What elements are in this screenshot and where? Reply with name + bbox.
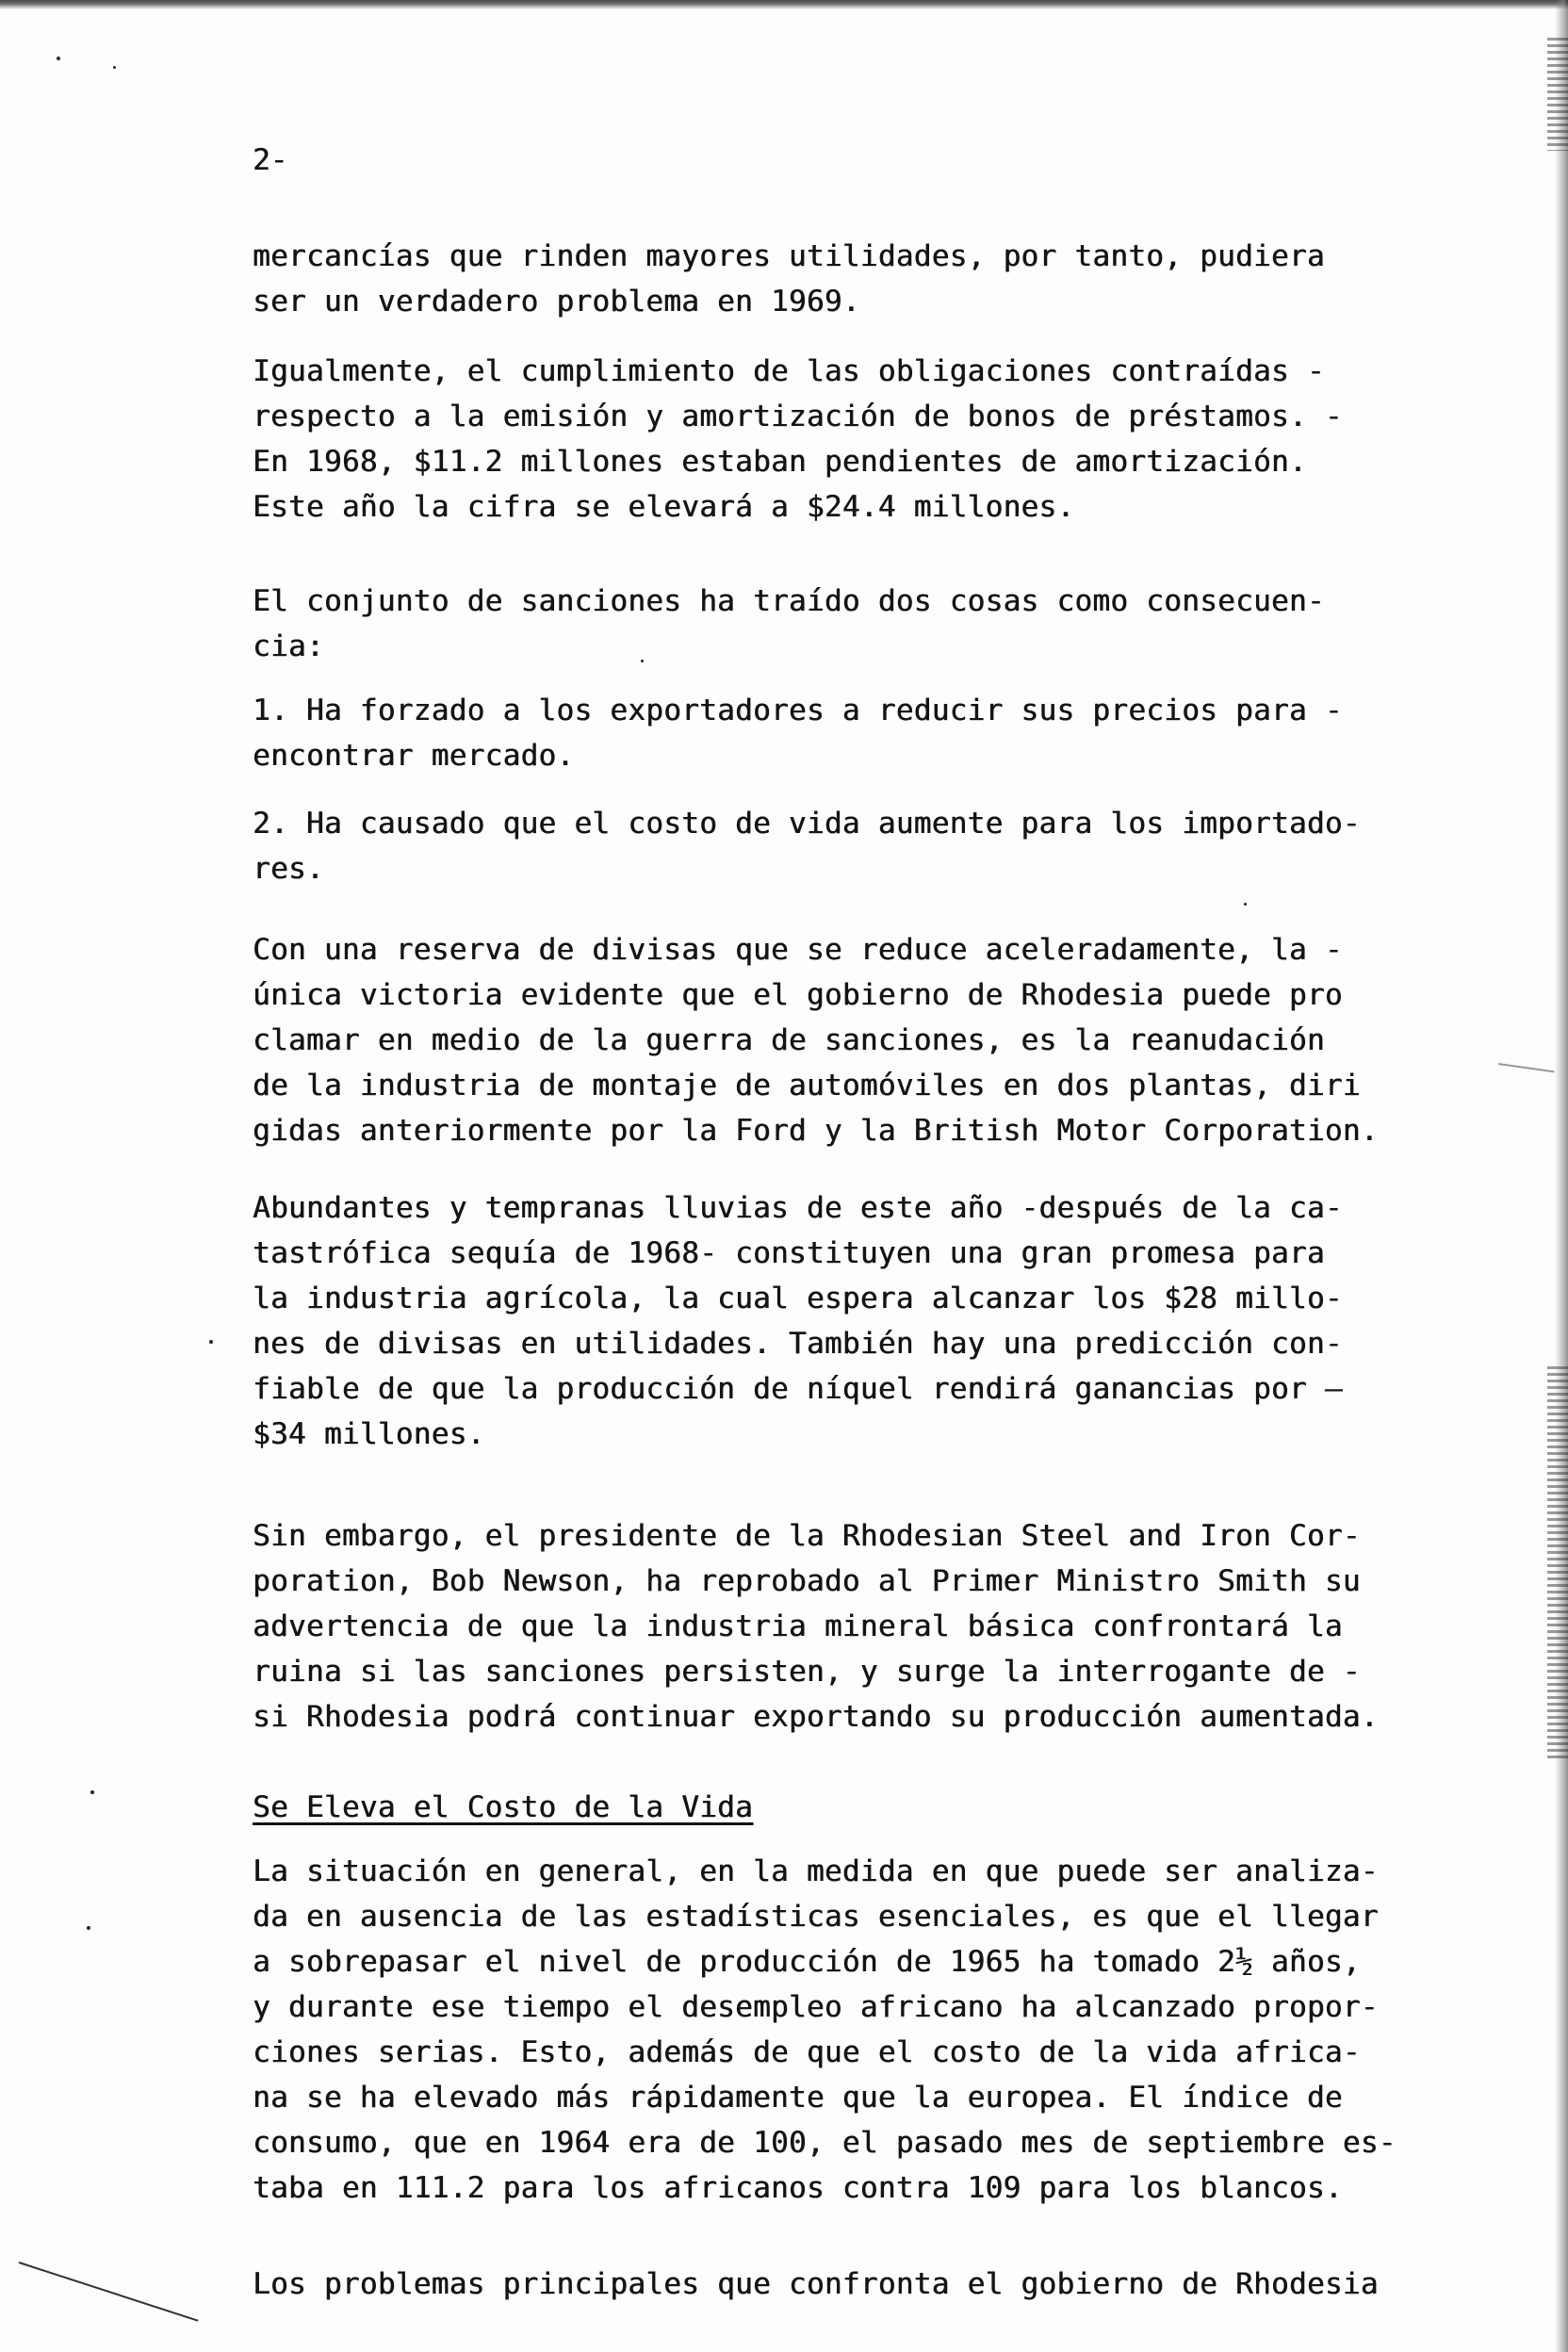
- text-line: Sin embargo, el presidente de la Rhodesian Steel and Iron Cor-: [253, 1519, 1361, 1553]
- paragraph: [253, 579, 1478, 669]
- text-line: Este año la cifra se elevará a $24.4 millones.: [253, 490, 1075, 524]
- text-line: encontrar mercado.: [253, 739, 575, 773]
- text-line: Abundantes y tempranas lluvias de este año -después de la ca-: [253, 1191, 1343, 1225]
- paragraph: [253, 2262, 1478, 2307]
- text-line: respecto a la emisión y amortización de bonos de préstamos. -: [253, 400, 1343, 433]
- text-line: mercancías que rinden mayores utilidades, por tanto, pudiera: [253, 239, 1325, 273]
- section-heading: [253, 1785, 1478, 1830]
- text-line: advertencia de que la industria mineral básica confrontará la: [253, 1609, 1343, 1643]
- scan-speck: [57, 57, 60, 60]
- text-line: tastrófica sequía de 1968- constituyen una gran promesa para: [253, 1236, 1325, 1270]
- text-line: clamar en medio de la guerra de sanciones, es la reanudación: [253, 1023, 1325, 1057]
- scan-speck: [1244, 903, 1247, 906]
- scan-edge-mark: [1547, 38, 1568, 151]
- scan-scratch: [19, 2262, 199, 2322]
- text-line: $34 millones.: [253, 1417, 485, 1451]
- scan-scratch: [1498, 1063, 1555, 1072]
- text-line: Igualmente, el cumplimiento de las obligaciones contraídas -: [253, 354, 1325, 388]
- list-item: [253, 801, 1478, 891]
- paragraph: [253, 1849, 1478, 2211]
- text-line: de la industria de montaje de automóviles en dos plantas, diri: [253, 1069, 1361, 1102]
- scan-edge-mark: [1547, 1366, 1568, 1762]
- text-line: na se ha elevado más rápidamente que la europea. El índice de: [253, 2081, 1343, 2115]
- text-line: única victoria evidente que el gobierno de Rhodesia puede pro: [253, 978, 1343, 1012]
- paragraph: [253, 1513, 1478, 1740]
- scan-speck: [90, 1790, 94, 1794]
- text-line: taba en 111.2 para los africanos contra 109 para los blancos.: [253, 2171, 1343, 2205]
- text-line: poration, Bob Newson, ha reprobado al Primer Ministro Smith su: [253, 1564, 1361, 1598]
- text-line: ser un verdadero problema en 1969.: [253, 285, 860, 318]
- text-line: a sobrepasar el nivel de producción de 1965 ha tomado 2½ años,: [253, 1945, 1361, 1979]
- text-line: Los problemas principales que confronta el gobierno de Rhodesia: [253, 2267, 1379, 2301]
- text-line: cia:: [253, 629, 324, 663]
- section-heading-text: Se Eleva el Costo de la Vida: [253, 1790, 753, 1824]
- text-line: ciones serias. Esto, además de que el costo de la vida africa-: [253, 2035, 1361, 2069]
- text-line: si Rhodesia podrá continuar exportando su producción aumentada.: [253, 1700, 1379, 1734]
- text-line: La situación en general, en la medida en que puede ser analiza-: [253, 1854, 1379, 1888]
- text-line: En 1968, $11.2 millones estaban pendientes de amortización.: [253, 445, 1307, 479]
- text-line: ruina si las sanciones persisten, y surge la interrogante de -: [253, 1655, 1361, 1689]
- paragraph: [253, 1185, 1478, 1457]
- text-line: gidas anteriormente por la Ford y la British Motor Corporation.: [253, 1114, 1379, 1148]
- text-line: Con una reserva de divisas que se reduce aceleradamente, la -: [253, 933, 1343, 967]
- list-item: [253, 688, 1478, 778]
- scan-speck: [87, 1926, 90, 1930]
- text-line: da en ausencia de las estadísticas esenciales, es que el llegar: [253, 1900, 1379, 1934]
- text-line: El conjunto de sanciones ha traído dos cosas como consecuen-: [253, 584, 1325, 618]
- text-line: nes de divisas en utilidades. También hay una predicción con-: [253, 1327, 1343, 1361]
- paragraph: [253, 349, 1478, 530]
- text-line: 2. Ha causado que el costo de vida aumente para los importado-: [253, 807, 1361, 841]
- scan-speck: [113, 66, 116, 69]
- text-line: 1. Ha forzado a los exportadores a reducir sus precios para -: [253, 694, 1343, 727]
- scan-edge-top: [0, 0, 1568, 9]
- paragraph: [253, 234, 1478, 324]
- text-line: consumo, que en 1964 era de 100, el pasado mes de septiembre es-: [253, 2126, 1396, 2160]
- scan-speck: [209, 1340, 213, 1344]
- text-line: y durante ese tiempo el desempleo africano ha alcanzado propor-: [253, 1990, 1379, 2024]
- text-line: res.: [253, 852, 324, 886]
- text-line: fiable de que la producción de níquel rendirá ganancias por —: [253, 1372, 1343, 1406]
- scan-edge-right: [1555, 0, 1568, 2352]
- page-number: 2-: [253, 143, 288, 177]
- paragraph: [253, 927, 1478, 1153]
- text-line: la industria agrícola, la cual espera alcanzar los $28 millo-: [253, 1282, 1343, 1315]
